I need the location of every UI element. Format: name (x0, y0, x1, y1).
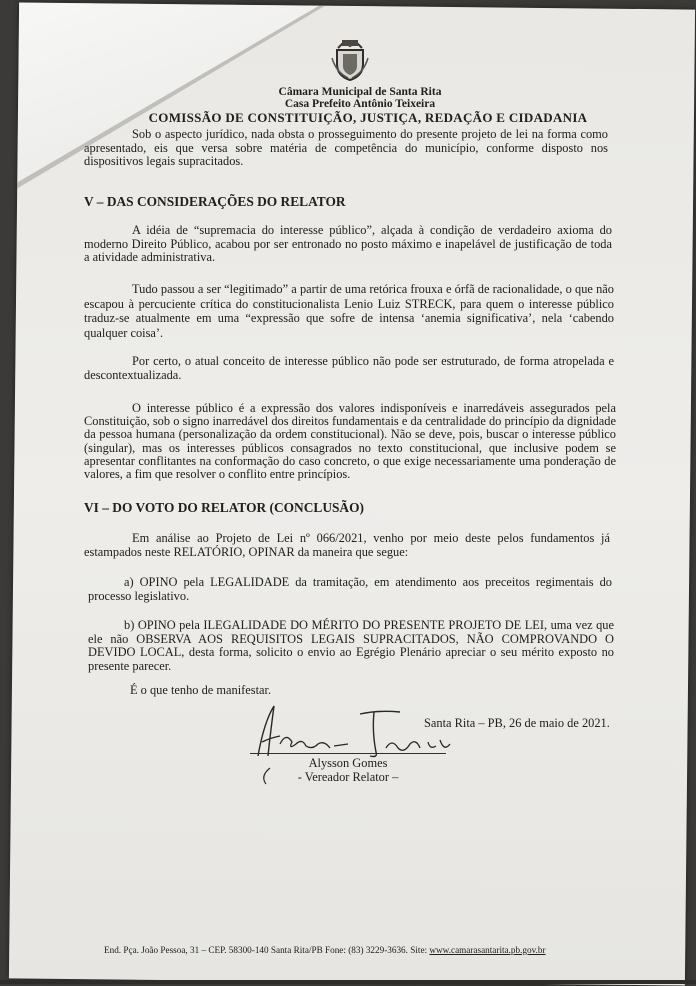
closing-statement: É o que tenho de manifestar. (130, 683, 272, 697)
municipal-coat-of-arms-icon (330, 38, 370, 82)
signer-role: - Vereador Relator – (297, 770, 399, 784)
paragraph-legal-aspect: Sob o aspecto jurídico, nada obsta o prosseguimento do presente projeto de lei na forma como apresentado, eis que versa sobre matéria de competência do município, conforme disposto nos dispositivos legais supracitados. (84, 127, 608, 169)
place-and-date: Santa Rita – PB, 26 de maio de 2021. (424, 716, 610, 730)
house-name: Casa Prefeito Antônio Teixeira (284, 98, 436, 110)
paragraph-analysis: Em análise ao Projeto de Lei nº 066/2021, venho por meio deste pelos fundamentos já estampados neste RELATÓRIO, OPINAR da maneira que segue: (84, 531, 610, 559)
footer-site-link[interactable]: www.camarasantarita.pb.gov.br (429, 945, 546, 955)
paragraph-legitimated: Tudo passou a ser “legitimado” a partir de uma retórica frouxa e órfã de racionalidade, o que não escapou à percuciente crítica do constitucionalista Lenio Luiz STRECK, para quem o interesse público traduz-se atualmente em uma “expressão que sofre de intensa ‘anemia significativa’, nela ‘cabendo qualquer coisa’. (84, 282, 614, 340)
paragraph-public-interest-expression: O interesse público é a expressão dos valores indisponíveis e inarredáveis assegurados pela Constituição, sob o signo inarredável dos direitos fundamentais e da centralidade do princípio da dignidade da pessoa humana (personalização da ordem constitucional). Não se deve, pois, buscar o interesse público (singular), mas os interesses públicos consagrados no texto constitucional, que inclusive podem se apresentar conflitantes na conformação do caso concreto, o que exige necessariamente uma ponderação de valores, a fim que resolver o conflito entre princípios. (84, 401, 616, 482)
commission-title: COMISSÃO DE CONSTITUIÇÃO, JUSTIÇA, REDAÇÃO E CIDADANIA (148, 110, 588, 125)
paragraph-current-concept: Por certo, o atual conceito de interesse público não pode ser estruturado, de forma atropelada e descontextualizada. (84, 354, 614, 382)
opinion-legality: a) OPINO pela LEGALIDADE da tramitação, em atendimento aos preceitos regimentais do processo legislativo. (88, 575, 612, 603)
signer-name: Alysson Gomes (308, 756, 388, 770)
footer-address-text: End. Pça. João Pessoa, 31 – CEP. 58300-140 Santa Rita/PB Fone: (83) 3229-3636. Site: (104, 945, 430, 955)
opinion-illegality: b) OPINO pela ILEGALIDADE DO MÉRITO DO PRESENTE PROJETO DE LEI, uma vez que ele não OBSERVA AOS REQUISITOS LEGAIS SUPRACITADOS, NÃO COMPROVANDO O DEVIDO LOCAL, desta forma, solicito o envio ao Egrégio Plenário apreciar o seu mérito exposto no presente parecer. (88, 618, 614, 673)
page-bottom-edge (0, 980, 696, 984)
paragraph-public-interest-idea: A idéia de “supremacia do interesse público”, alçada à condição de verdadeiro axioma do moderno Direito Público, acabou por ser entronado no posto máximo e inapelável de justificação de toda a atividade administrativa. (84, 223, 612, 265)
section-considerations-title: V – DAS CONSIDERAÇÕES DO RELATOR (84, 194, 346, 209)
chamber-name: Câmara Municipal de Santa Rita (278, 86, 442, 98)
section-vote-title: VI – DO VOTO DO RELATOR (CONCLUSÃO) (84, 500, 364, 515)
signature-line (250, 753, 446, 754)
footer-address (104, 945, 546, 955)
